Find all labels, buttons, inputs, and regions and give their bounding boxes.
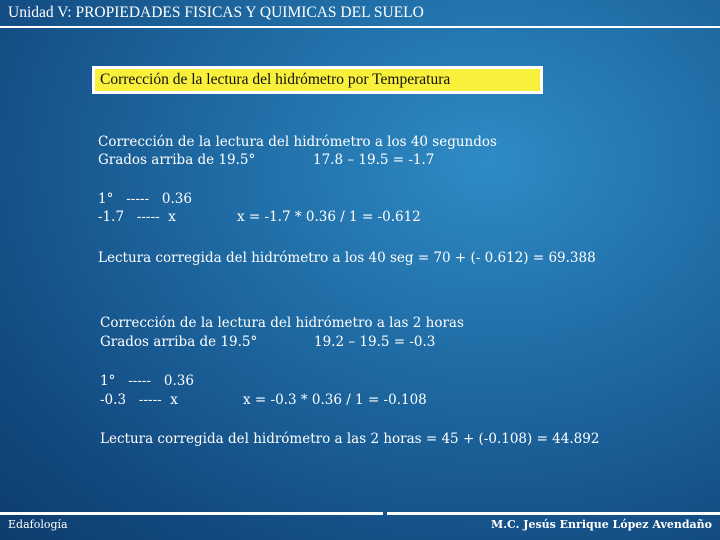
footer-divider-right: [387, 512, 720, 515]
footer-divider-left: [0, 512, 383, 515]
subtitle-box: [92, 66, 543, 94]
section2-grados-calc: 19.2 – 19.5 = -0.3: [314, 334, 436, 350]
section1-grados-label: Grados arriba de 19.5°: [98, 152, 256, 168]
section1-rule-line1: 1° ----- 0.36: [98, 191, 192, 207]
section1-heading: Corrección de la lectura del hidrómetro a los 40 segundos: [98, 134, 497, 150]
section1-grados-calc: 17.8 – 19.5 = -1.7: [313, 152, 435, 168]
section2-rule-line1: 1° ----- 0.36: [100, 373, 194, 389]
section2-rule-calc: x = -0.3 * 0.36 / 1 = -0.108: [243, 392, 427, 408]
section1-rule-calc: x = -1.7 * 0.36 / 1 = -0.612: [237, 209, 421, 225]
section2-grados-label: Grados arriba de 19.5°: [100, 334, 258, 350]
section2-result: Lectura corregida del hidrómetro a las 2 horas = 45 + (-0.108) = 44.892: [100, 431, 600, 447]
footer-course: Edafología: [8, 518, 68, 531]
footer-author: M.C. Jesús Enrique López Avendaño: [491, 518, 712, 531]
header-title: Unidad V: PROPIEDADES FISICAS Y QUIMICAS DEL SUELO: [8, 4, 424, 21]
section2-heading: Corrección de la lectura del hidrómetro a las 2 horas: [100, 315, 464, 331]
subtitle-text: Corrección de la lectura del hidrómetro por Temperatura: [95, 69, 540, 91]
section1-result: Lectura corregida del hidrómetro a los 40 seg = 70 + (- 0.612) = 69.388: [98, 250, 596, 266]
section1-rule-line2: -1.7 ----- x: [98, 209, 176, 225]
slide-header: [0, 0, 720, 28]
section2-rule-line2: -0.3 ----- x: [100, 392, 178, 408]
